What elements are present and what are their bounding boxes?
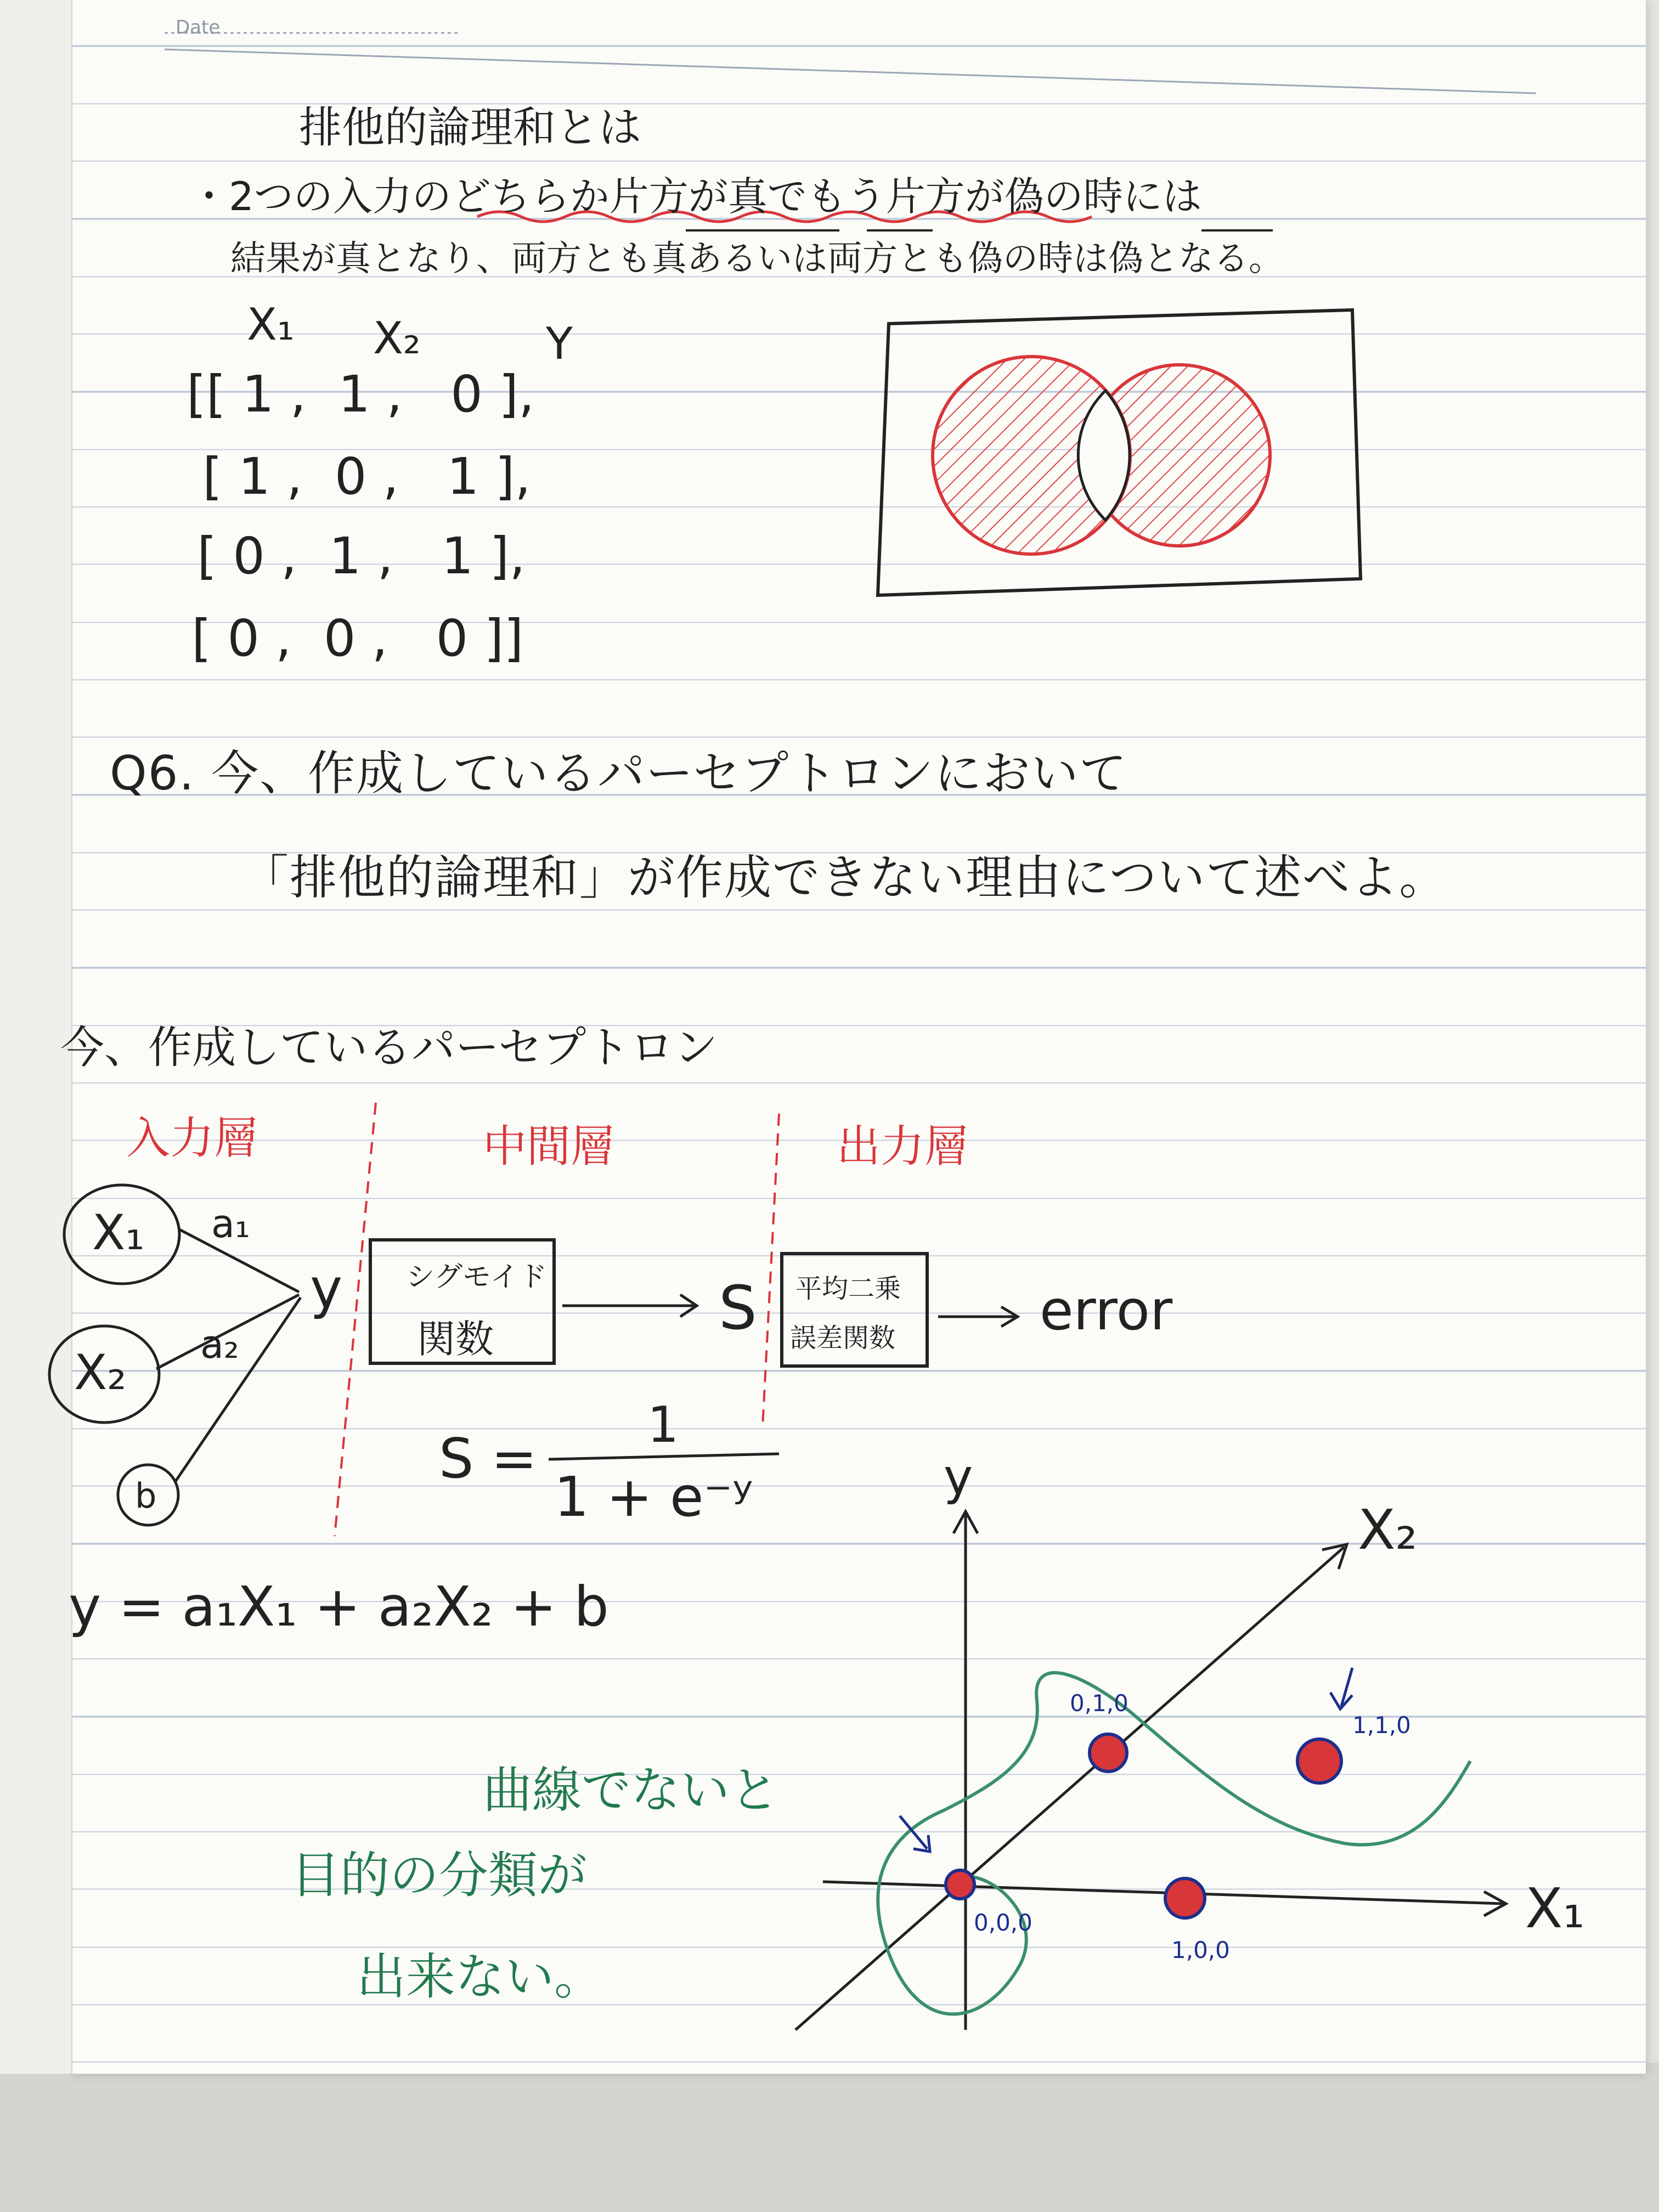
hidden-layer-label: 中間層: [483, 1121, 614, 1172]
point-110: [1297, 1739, 1341, 1783]
fraction-bar: [549, 1454, 779, 1459]
layer-divider-2: [763, 1114, 779, 1426]
table-header-x1: X₁: [247, 299, 295, 350]
venn-diagram: [878, 310, 1361, 595]
sigmoid-lhs: S =: [439, 1426, 538, 1491]
table-row-2: [ 1 , 0 , 1 ],: [187, 447, 531, 506]
axis-x2: [795, 1547, 1344, 2030]
s-label: S: [719, 1273, 757, 1343]
axis-y-label: y: [944, 1448, 973, 1506]
axis-x2-label: X₂: [1358, 1498, 1418, 1562]
point-010: [1090, 1734, 1127, 1771]
arrow-to-110-head: [1330, 1692, 1352, 1709]
point-100: [1165, 1878, 1205, 1918]
axis-x1: [823, 1882, 1503, 1904]
perceptron-title: 今、作成しているパーセプトロン: [60, 1022, 718, 1073]
header-rule: [165, 49, 1536, 93]
xor-title: 排他的論理和とは: [299, 103, 642, 153]
point-010-label: 0,1,0: [1070, 1690, 1128, 1717]
sigmoid-denominator: 1 + e⁻ʸ: [554, 1465, 753, 1529]
input-layer-label: 入力層: [126, 1113, 258, 1164]
node-x1-label: X₁: [92, 1204, 145, 1261]
table-header-y: Y: [546, 318, 573, 369]
note-line-2: 目的の分類が: [291, 1847, 587, 1904]
node-bias-label: b: [135, 1476, 157, 1516]
node-x2-label: X₂: [74, 1344, 127, 1401]
sigmoid-numerator: 1: [647, 1396, 679, 1454]
axis-x1-label: X₁: [1525, 1876, 1585, 1940]
sigmoid-box-line-1: シグモイド: [406, 1261, 548, 1294]
weight-a1: a₁: [211, 1201, 250, 1246]
y-label: y: [310, 1256, 343, 1321]
mse-box-line-2: 誤差関数: [790, 1323, 896, 1353]
date-label: Date: [176, 16, 221, 38]
question-line-2: 「排他的論理和」が作成できない理由について述べよ。: [241, 850, 1448, 905]
note-line-1: 曲線でないと: [483, 1762, 779, 1819]
point-000-label: 0,0,0: [974, 1909, 1032, 1936]
error-label: error: [1040, 1278, 1173, 1342]
definition-line-2: 結果が真となり、両方とも真あるいは両方とも偽の時は偽となる。: [230, 239, 1284, 279]
weight-a2: a₂: [200, 1322, 239, 1367]
output-layer-label: 出力層: [837, 1121, 968, 1172]
table-row-3: [ 0 , 1 , 1 ],: [181, 527, 526, 585]
linear-equation: y = a₁X₁ + a₂X₂ + b: [69, 1575, 609, 1639]
table-header-x2: X₂: [373, 313, 421, 364]
point-100-label: 1,0,0: [1171, 1937, 1230, 1963]
point-110-label: 1,1,0: [1352, 1712, 1411, 1739]
table-row-4: [ 0 , 0 , 0 ]]: [176, 609, 524, 668]
definition-line-1: ・2つの入力のどちらか片方が真でもう片方が偽の時には: [189, 173, 1202, 219]
mse-box-line-1: 平均二乗: [795, 1273, 901, 1304]
sigmoid-box-line-2: 関数: [417, 1317, 494, 1362]
question-line-1: Q6. 今、作成しているパーセプトロンにおいて: [110, 746, 1128, 801]
note-line-3: 出来ない。: [357, 1948, 603, 2006]
table-row-1: [[ 1 , 1 , 0 ],: [187, 365, 535, 424]
point-000: [946, 1870, 974, 1899]
